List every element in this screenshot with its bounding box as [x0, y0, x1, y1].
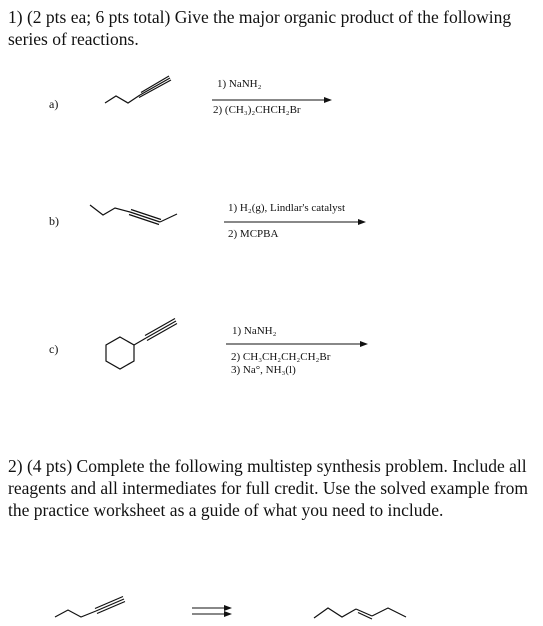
part-c-cyclohexyl-alkyne-structure — [108, 318, 188, 378]
part-a-label: a) — [49, 97, 59, 111]
synthesis-target-alkene-structure — [312, 598, 416, 626]
synthesis-multistep-arrow — [192, 605, 234, 619]
synthesis-starting-alkyne-structure — [52, 596, 142, 626]
part-b-alkyne-structure — [85, 196, 195, 236]
part-c-reagent-1: 1) NaNH₂ — [232, 325, 277, 337]
question-2-text: 2) (4 pts) Complete the following multistep synthesis problem. Include all reagents and all intermediates for full credit. Use the solved example from the practice worksheet as a guide of what you need to include. — [8, 456, 528, 520]
part-a-reagent-1: 1) NaNH₂ — [217, 78, 262, 90]
part-b-label: b) — [49, 214, 59, 228]
part-a-alkyne-structure — [100, 78, 180, 118]
part-c-label: c) — [49, 342, 59, 356]
part-a-reagent-2: 2) (CH₃)₂CHCH₂Br — [213, 104, 301, 116]
question-1-text: 1) (2 pts ea; 6 pts total) Give the major organic product of the following series of reactions. — [8, 7, 512, 49]
part-c-reagent-3: 3) Na°, NH₃(l) — [231, 364, 296, 376]
part-b-reagent-1: 1) H₂(g), Lindlar's catalyst — [228, 202, 346, 214]
part-b-reaction-arrow — [224, 217, 366, 227]
part-c-reagent-2: 2) CH₃CH₂CH₂CH₂Br — [231, 351, 331, 363]
part-c-reaction-arrow — [226, 339, 368, 349]
part-b-reagent-2: 2) MCPBA — [228, 228, 279, 240]
